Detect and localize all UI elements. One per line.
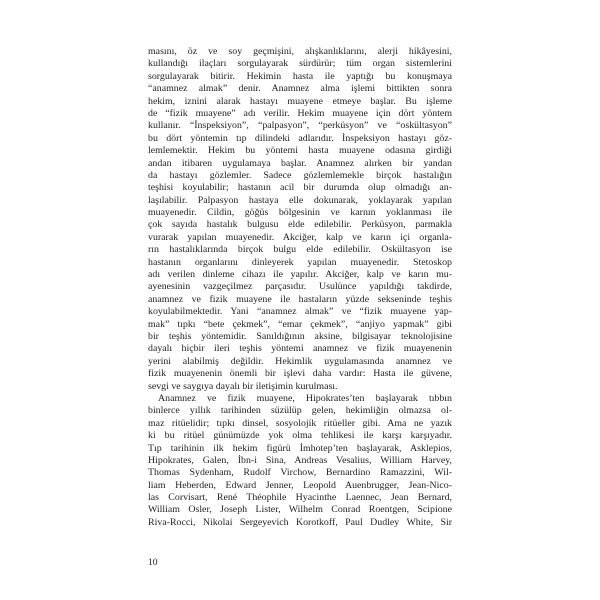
text-line: las Corvisart, René Théophile Hyacinthe Laennec, Jean Bernard,: [148, 492, 452, 504]
text-line: bir teşhis yöntemidir. Sanıldığının aksine, bilgisayar teknolojisine: [148, 330, 452, 342]
text-line: hastanın organlarını dinleyerek yapılan muayenedir. Stetoskop: [148, 256, 452, 268]
page-number: 10: [148, 558, 158, 568]
text-line: da hastayı gözlemler. Sadece gözlemlemekle birçok hastalığın: [148, 169, 452, 181]
text-line: fizik muayenenin önemli bir işlevi daha vardır: Hasta ile güvene,: [148, 368, 452, 380]
text-line: Tıp tarihinin ilk hekim figürü İmhotep’ten başlayarak, Asklepios,: [148, 442, 452, 454]
text-line: adı verilen dinleme cihazı ile yapılır. Akciğer, kalp ve karın mu-: [148, 269, 452, 281]
text-line: kullanır. “İnspeksiyon”, “palpasyon”, “perküsyon” ve “oskültasyon”: [148, 120, 452, 132]
text-line: Riva-Rocci, Nikolai Sergeyevich Korotkoff, Paul Dudley White, Sir: [148, 516, 452, 528]
text-line: William Osler, Joseph Lister, Wilhelm Conrad Roentgen, Scipione: [148, 504, 452, 516]
text-line: de “fizik muayene” adı verilir. Hekim muayene için dört yöntem: [148, 107, 452, 119]
paragraph-start-line: Anamnez ve fizik muayene, Hipokrates’ten başlayarak tıbbın: [158, 392, 452, 404]
text-line: hekim, iznini alarak hastayı muayene etmeye başlar. Bu işleme: [148, 95, 452, 107]
text-line: rın hastalıklarında birçok bulgu elde edilebilir. Oskültasyon ise: [148, 244, 452, 256]
text-line: bu dört yöntemin tıp dilindeki adlarıdır. İnspeksiyon hastayı göz-: [148, 132, 452, 144]
text-line: çok sayıda hastalık bulgusu elde edilebilir. Perküsyon, parmakla: [148, 219, 452, 231]
text-line: koyulabilmektedir. Yani “anamnez almak” ve “fizik muayene yap-: [148, 306, 452, 318]
text-line: Thomas Sydenham, Rudolf Virchow, Bernardino Ramazzini, Wil-: [148, 467, 452, 479]
text-line: mak” tıpkı “bete çekmek”, “emar çekmek”, “anjiyo yapmak” gibi: [148, 318, 452, 330]
paragraph-end-line: sevgi ve saygıya dayalı bir iletişimin kurulması.: [148, 380, 338, 392]
text-line: binlerce yıllık tarihinden süzülüp gelen, hekimliğin olmazsa ol-: [148, 405, 452, 417]
text-line: dayalı hiçbir ileri teşhis yöntemi anamnez ve fizik muayenenin: [148, 343, 452, 355]
text-line: liam Heberden, Edward Jenner, Leopold Auenbrugger, Jean-Nico-: [148, 479, 452, 491]
text-line: maz ritüelidir; tıpkı dinsel, sosyolojik ritüeller gibi. Ama ne yazık: [148, 417, 452, 429]
text-line: kullandığı ilaçları sorgulayarak sürdürür; tüm organ sistemlerini: [148, 58, 452, 70]
text-line: vurarak yapılan muayenedir. Akciğer, kalp ve karın içi organla-: [148, 231, 452, 243]
text-line: muayenedir. Cildin, göğüs bölgesinin ve karnın yoklanması ile: [148, 207, 452, 219]
text-line: teşhisi koyulabilir; hastanın acil bir durumda olup olmadığı an-: [148, 182, 452, 194]
text-line: anamnez ve fizik muayene ile hastaların yüzde sekseninde teşhis: [148, 293, 452, 305]
text-line: lemlemektir. Hekim bu yöntemi hasta muayene odasına girdiği: [148, 145, 452, 157]
text-line: ayenesinin vazgeçilmez parçasıdır. Usulünce yapıldığı takdirde,: [148, 281, 452, 293]
text-line: Hipokrates, Galen, İbn-i Sina, Andreas Vesalius, William Harvey,: [148, 454, 452, 466]
text-line: laşılabilir. Palpasyon hastaya elle dokunarak, yoklayarak yapılan: [148, 194, 452, 206]
text-line: masını, öz ve soy geçmişini, alışkanlıklarını, alerji hikâyesini,: [148, 46, 452, 57]
text-line: “anamnez almak” denir. Anamnez alma işlemi bittikten sonra: [148, 83, 452, 95]
text-line: ki bu ritüel günümüzde yok olma tehlikesi ile karşı karşıyadır.: [148, 430, 452, 442]
text-line: yerini alabilmiş değildir. Hekimlik uygulamasında anamnez ve: [148, 355, 452, 367]
body-text: [148, 46, 452, 529]
text-line: sorgulayarak bitirir. Hekimin hasta ile yaptığı bu konuşmaya: [148, 70, 452, 82]
text-line: andan itibaren uygulamaya başlar. Anamnez alırken bir yandan: [148, 157, 452, 169]
